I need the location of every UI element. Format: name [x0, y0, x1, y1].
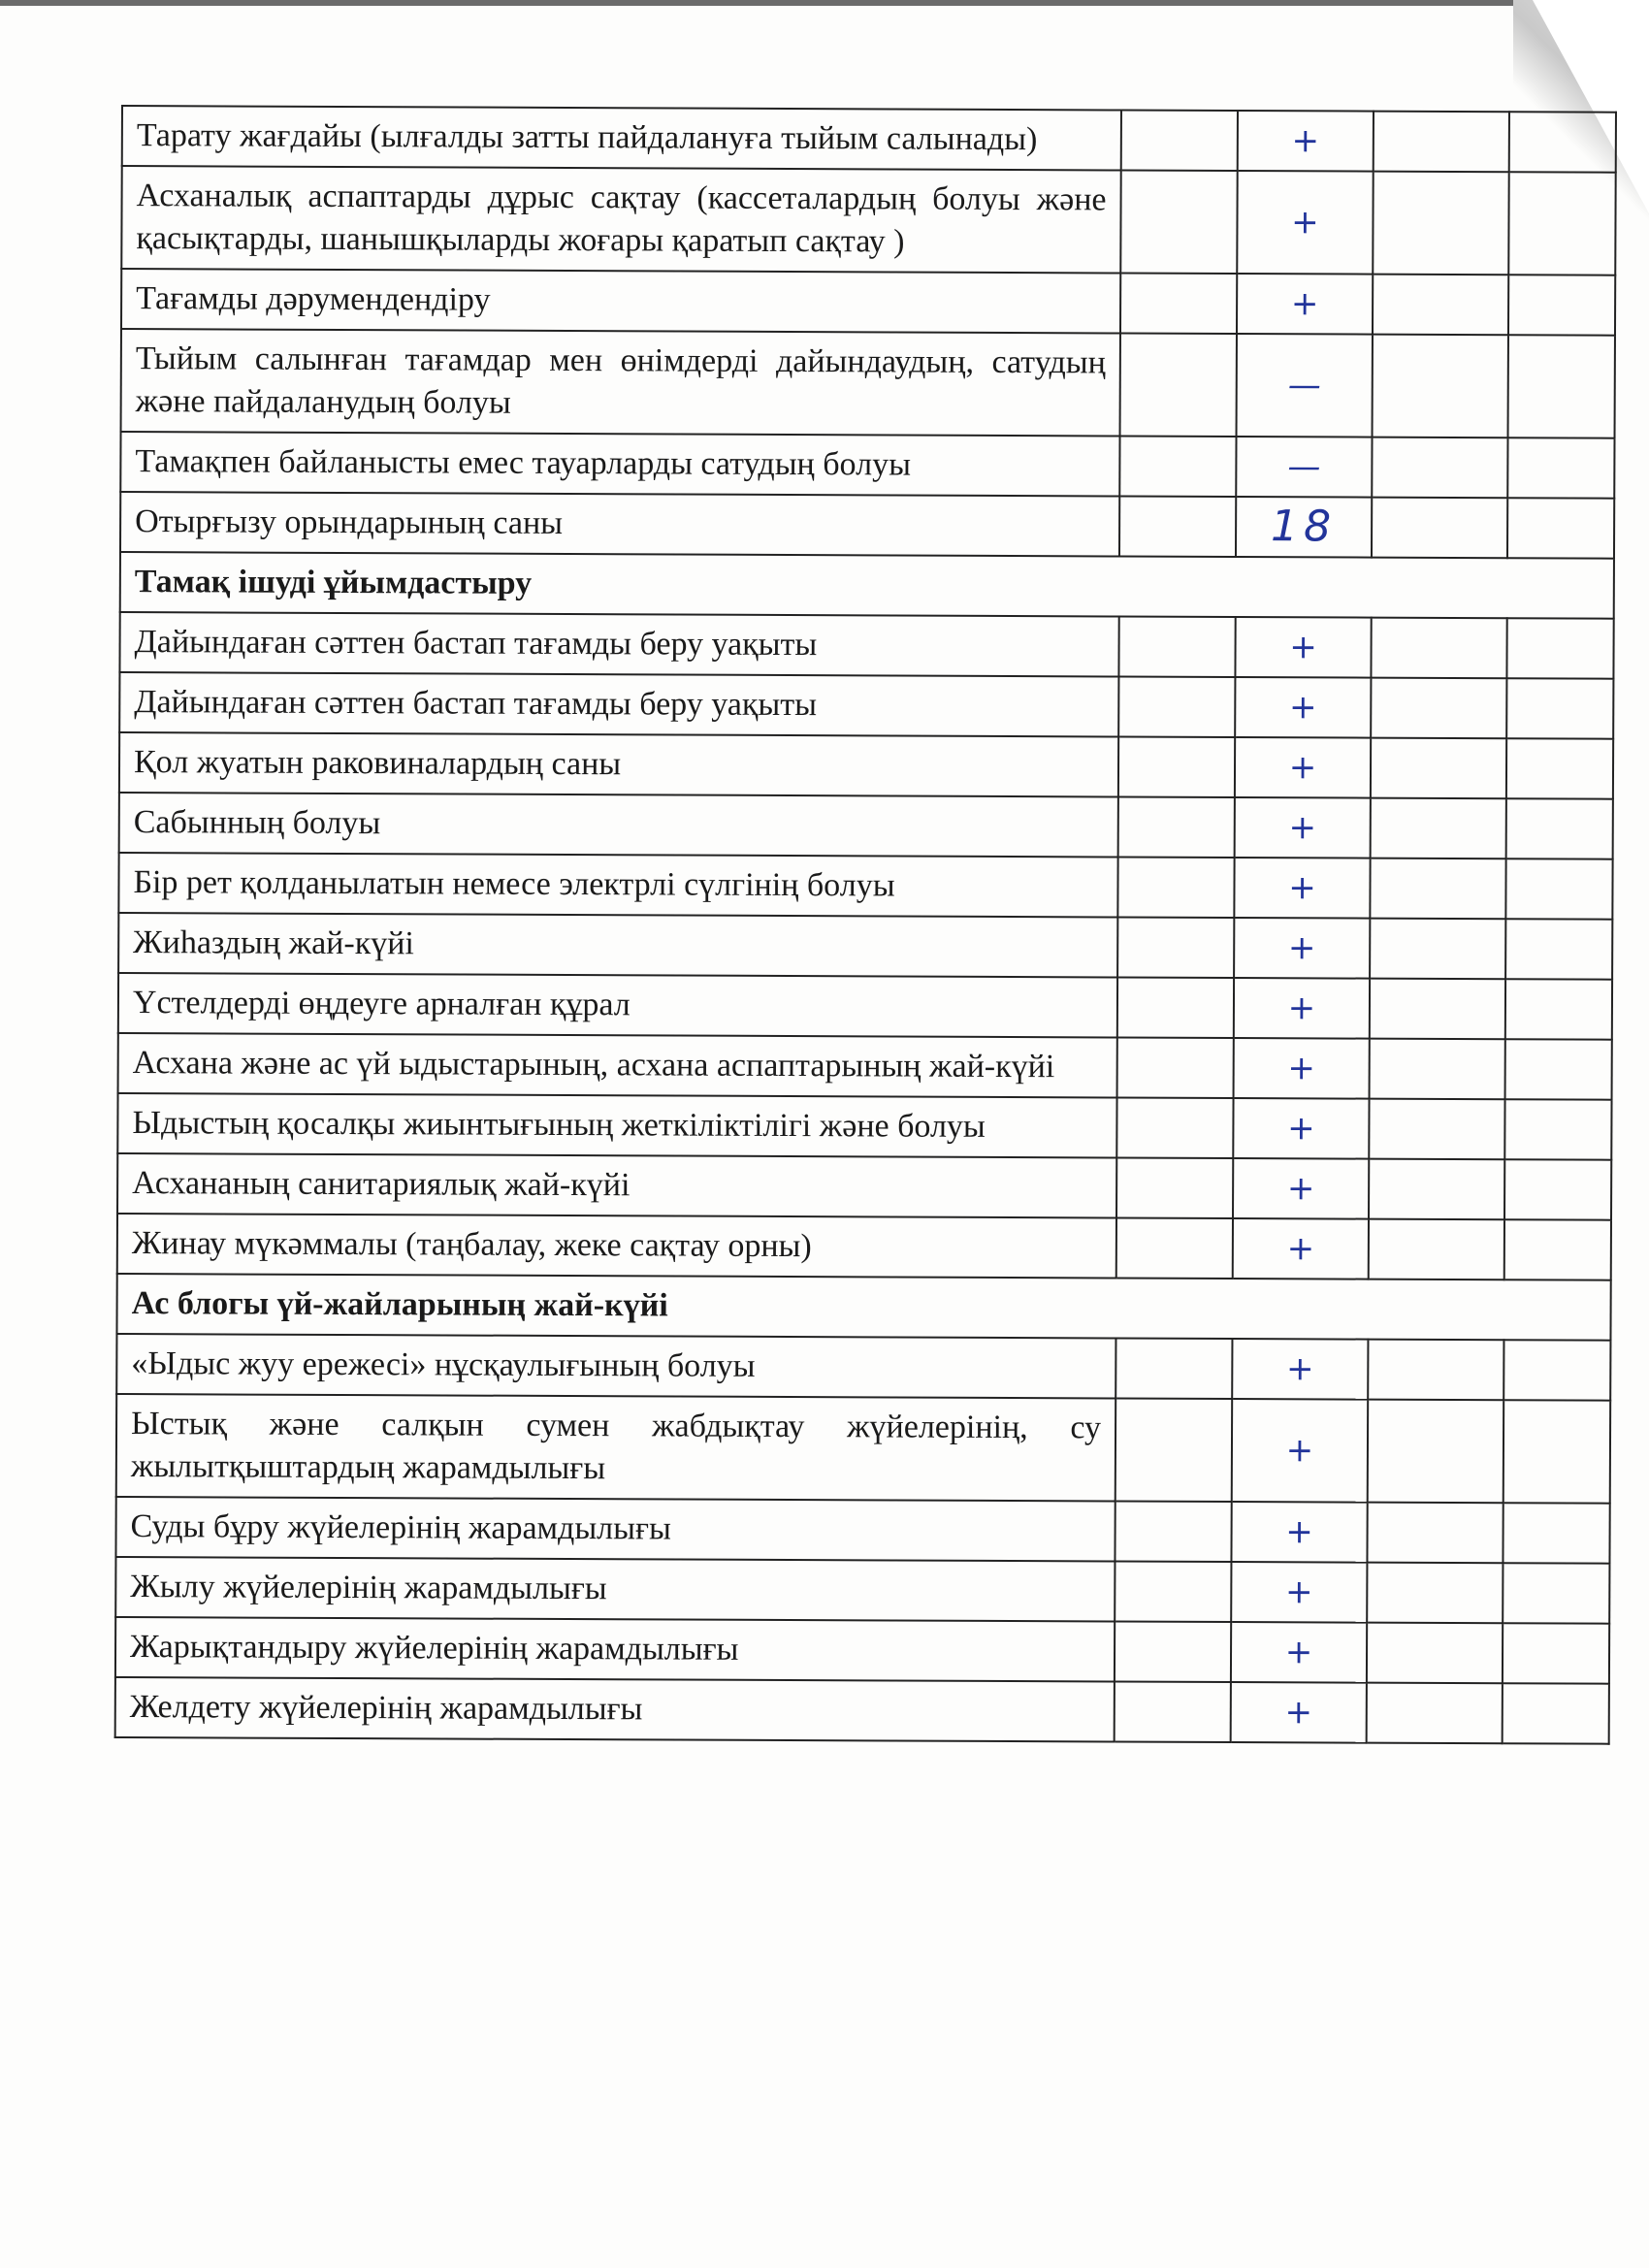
- blank-cell: [1120, 273, 1237, 334]
- blank-cell: [1508, 335, 1615, 437]
- blank-cell: [1508, 172, 1615, 275]
- blank-cell: [1506, 738, 1613, 798]
- blank-cell: [1372, 498, 1507, 559]
- blank-cell: [1116, 1217, 1233, 1279]
- handwritten-mark: +: [1235, 677, 1371, 738]
- criterion-text: Үстелдерді өңдеуге арналған құрал: [118, 973, 1117, 1037]
- blank-cell: [1117, 857, 1234, 918]
- blank-cell: [1503, 1563, 1609, 1623]
- blank-cell: [1506, 798, 1613, 859]
- criterion-text: Дайындаған сәттен бастап тағамды беру уақыты: [119, 672, 1118, 736]
- section-title: Тамақ ішуді ұйымдастыру: [120, 552, 1614, 619]
- section-title: Ас блогы үй-жайларының жай-күйі: [116, 1274, 1610, 1341]
- blank-cell: [1121, 110, 1238, 171]
- checklist-body: [115, 106, 1616, 1744]
- blank-cell: [1115, 1681, 1231, 1742]
- table-row: [119, 793, 1613, 859]
- handwritten-mark: +: [1238, 111, 1374, 172]
- blank-cell: [1367, 1623, 1503, 1684]
- scan-edge: [0, 0, 1649, 6]
- table-row: [115, 1677, 1609, 1744]
- handwritten-mark: +: [1232, 1399, 1368, 1503]
- table-row: [117, 1153, 1611, 1220]
- blank-cell: [1504, 1400, 1610, 1503]
- blank-cell: [1368, 1340, 1504, 1401]
- blank-cell: [1367, 1563, 1503, 1624]
- table-row: [116, 1394, 1610, 1504]
- blank-cell: [1373, 335, 1508, 438]
- blank-cell: [1504, 1099, 1611, 1159]
- handwritten-mark: +: [1237, 274, 1373, 335]
- handwritten-mark: +: [1231, 1682, 1367, 1743]
- handwritten-mark: +: [1234, 1038, 1370, 1099]
- blank-cell: [1120, 333, 1237, 437]
- blank-cell: [1507, 498, 1614, 558]
- section-row: [120, 552, 1614, 619]
- handwritten-mark: +: [1234, 858, 1370, 919]
- blank-cell: [1370, 859, 1505, 920]
- blank-cell: [1117, 917, 1234, 978]
- blank-cell: [1371, 678, 1506, 739]
- blank-cell: [1373, 172, 1508, 275]
- blank-cell: [1374, 112, 1509, 173]
- criterion-text: Желдету жүйелерінің жарамдылығы: [115, 1677, 1115, 1741]
- blank-cell: [1119, 496, 1236, 557]
- blank-cell: [1116, 1097, 1233, 1158]
- blank-cell: [1118, 736, 1235, 797]
- blank-cell: [1503, 1683, 1609, 1743]
- blank-cell: [1373, 275, 1508, 336]
- blank-cell: [1367, 1503, 1503, 1564]
- table-row: [118, 853, 1612, 920]
- blank-cell: [1115, 1621, 1231, 1682]
- blank-cell: [1115, 1561, 1231, 1622]
- blank-cell: [1372, 437, 1507, 499]
- blank-cell: [1120, 170, 1237, 274]
- criterion-text: Асханалық аспаптарды дұрыс сақтау (кассеталардың болуы және қасықтарды, шанышқыларды жоғары қаратып сақтау ): [121, 166, 1120, 273]
- blank-cell: [1503, 1503, 1609, 1563]
- blank-cell: [1369, 1099, 1504, 1160]
- blank-cell: [1504, 1340, 1610, 1400]
- blank-cell: [1505, 979, 1612, 1039]
- handwritten-mark: +: [1234, 978, 1370, 1039]
- blank-cell: [1506, 678, 1613, 738]
- criterion-text: Асхана және ас үй ыдыстарының, асхана аспаптарының жай-күйі: [118, 1033, 1117, 1097]
- criterion-text: Асхананың санитариялық жай-күйі: [117, 1153, 1116, 1217]
- handwritten-mark: +: [1235, 797, 1371, 859]
- blank-cell: [1371, 738, 1506, 799]
- blank-cell: [1503, 1623, 1609, 1683]
- blank-cell: [1371, 798, 1506, 859]
- table-row: [116, 1334, 1610, 1401]
- criterion-text: Тыйым салынған тағамдар мен өнімдерді дайындаудың, сатудың және пайдаланудың болуы: [121, 329, 1120, 436]
- blank-cell: [1509, 112, 1616, 172]
- table-row: [120, 492, 1614, 559]
- blank-cell: [1367, 1683, 1503, 1744]
- blank-cell: [1371, 618, 1506, 679]
- handwritten-mark: +: [1231, 1502, 1367, 1563]
- table-row: [122, 106, 1616, 173]
- blank-cell: [1368, 1400, 1504, 1504]
- blank-cell: [1118, 676, 1235, 737]
- table-row: [115, 1497, 1609, 1564]
- table-row: [118, 913, 1612, 980]
- blank-cell: [1507, 437, 1614, 498]
- handwritten-mark: +: [1233, 1098, 1369, 1159]
- table-row: [118, 973, 1612, 1040]
- criterion-text: Жылу жүйелерінің жарамдылығы: [115, 1557, 1115, 1621]
- blank-cell: [1370, 979, 1505, 1040]
- criterion-text: Ыстық және салқын сумен жабдықтау жүйелерінің, су жылытқыштардың жарамдылығы: [116, 1394, 1116, 1501]
- table-row: [119, 672, 1613, 739]
- blank-cell: [1117, 977, 1234, 1038]
- checklist-table: [114, 105, 1617, 1745]
- blank-cell: [1117, 1037, 1234, 1098]
- handwritten-mark: +: [1231, 1622, 1367, 1683]
- criterion-text: Жиһаздың жай-күйі: [118, 913, 1117, 977]
- table-row: [121, 166, 1615, 275]
- criterion-text: Жинау мүкәммалы (таңбалау, жеке сақтау орны): [117, 1214, 1116, 1278]
- blank-cell: [1508, 275, 1615, 335]
- criterion-text: «Ыдыс жуу ережесі» нұсқаулығының болуы: [116, 1334, 1116, 1398]
- handwritten-mark: +: [1233, 1218, 1369, 1280]
- blank-cell: [1505, 919, 1612, 979]
- criterion-text: Сабынның болуы: [119, 793, 1118, 857]
- table-row: [120, 432, 1614, 499]
- table-row: [117, 1093, 1611, 1160]
- criterion-text: Тағамды дәрумендендіру: [121, 269, 1120, 333]
- criterion-text: Дайындаған сәттен бастап тағамды беру уақыты: [119, 612, 1118, 676]
- blank-cell: [1116, 1398, 1232, 1502]
- handwritten-mark: +: [1235, 617, 1371, 678]
- blank-cell: [1505, 859, 1612, 919]
- handwritten-mark: +: [1234, 918, 1370, 979]
- handwritten-mark: +: [1237, 171, 1373, 275]
- section-row: [116, 1274, 1610, 1341]
- blank-cell: [1115, 1501, 1231, 1562]
- blank-cell: [1504, 1219, 1611, 1280]
- criterion-text: Тарату жағдайы (ылғалды затты пайдалануға тыйым салынады): [122, 106, 1121, 170]
- table-row: [118, 1033, 1612, 1100]
- handwritten-mark: +: [1233, 1158, 1369, 1219]
- handwritten-mark: +: [1231, 1562, 1367, 1623]
- blank-cell: [1504, 1159, 1611, 1219]
- blank-cell: [1369, 1159, 1504, 1220]
- handwritten-mark: +: [1232, 1339, 1368, 1400]
- blank-cell: [1116, 1157, 1233, 1218]
- table-row: [121, 329, 1615, 438]
- blank-cell: [1370, 1039, 1505, 1100]
- table-row: [117, 1214, 1611, 1280]
- table-row: [115, 1557, 1609, 1624]
- handwritten-mark: —: [1236, 437, 1372, 498]
- criterion-text: Қол жуатын раковиналардың саны: [119, 732, 1118, 796]
- criterion-text: Отырғызу орындарының саны: [120, 492, 1119, 556]
- handwritten-mark: +: [1235, 737, 1371, 798]
- table-row: [119, 612, 1613, 679]
- handwritten-mark: —: [1237, 334, 1373, 437]
- table-row: [119, 732, 1613, 799]
- table-row: [121, 269, 1615, 336]
- blank-cell: [1370, 919, 1505, 980]
- criterion-text: Ыдыстың қосалқы жиынтығының жеткіліктілігі және болуы: [117, 1093, 1116, 1157]
- blank-cell: [1119, 436, 1236, 497]
- blank-cell: [1118, 796, 1235, 858]
- blank-cell: [1369, 1219, 1504, 1280]
- table-row: [115, 1617, 1609, 1684]
- blank-cell: [1505, 1039, 1612, 1099]
- criterion-text: Бір рет қолданылатын немесе электрлі сүлгінің болуы: [118, 853, 1117, 917]
- blank-cell: [1116, 1338, 1232, 1399]
- blank-cell: [1506, 618, 1613, 678]
- criterion-text: Тамақпен байланысты емес тауарларды сатудың болуы: [120, 432, 1119, 496]
- criterion-text: Жарықтандыру жүйелерінің жарамдылығы: [115, 1617, 1115, 1681]
- criterion-text: Суды бұру жүйелерінің жарамдылығы: [115, 1497, 1115, 1561]
- handwritten-mark: 18: [1236, 497, 1372, 558]
- blank-cell: [1118, 616, 1235, 677]
